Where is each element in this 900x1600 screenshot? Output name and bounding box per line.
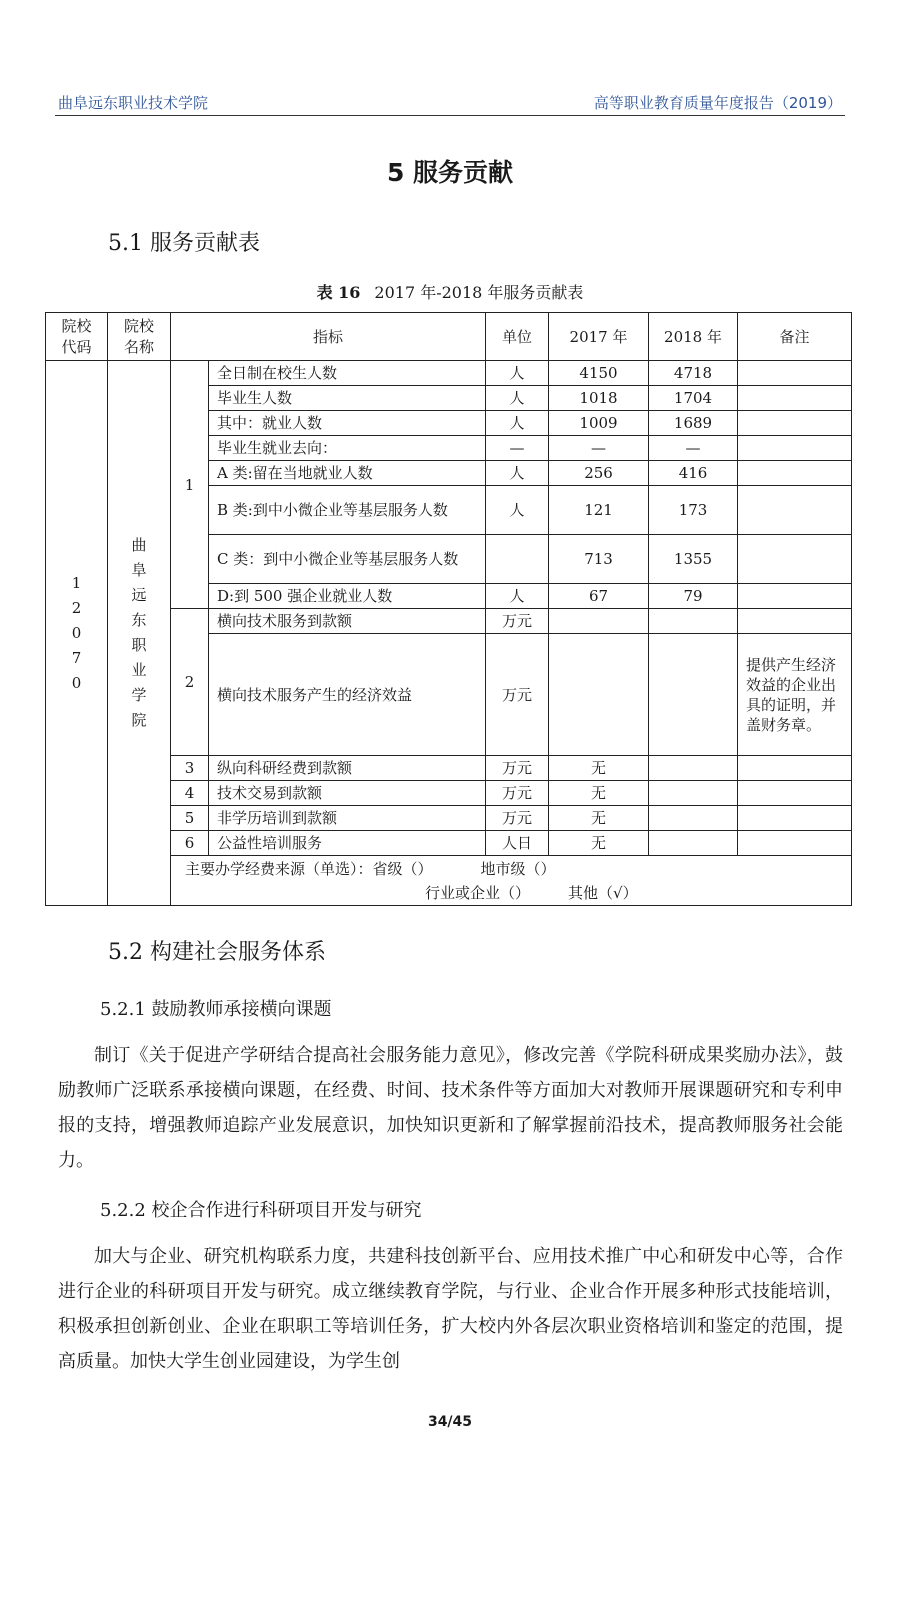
unit-cell: 人 — [486, 386, 549, 411]
value-2018-cell: — — [649, 436, 738, 461]
remark-cell — [738, 436, 852, 461]
value-2018-cell — [649, 756, 738, 781]
table-caption-number: 表 16 — [316, 283, 361, 302]
remark-cell — [738, 781, 852, 806]
section-heading-5-2-2: 5.2.2 校企合作进行科研项目开发与研究 — [100, 1200, 422, 1221]
funding-line-2 — [175, 881, 847, 905]
header-school-code: 院校代码 — [61, 316, 92, 356]
section-heading-5-2: 5.2 构建社会服务体系 — [108, 940, 326, 965]
group-number: 4 — [171, 781, 209, 806]
school-code-cell: 12070 — [71, 573, 82, 692]
value-2017-cell: — — [549, 436, 649, 461]
header-school-name: 院校名称 — [124, 316, 155, 356]
value-2018-cell — [649, 831, 738, 856]
table-caption — [0, 280, 900, 303]
unit-cell: 万元 — [486, 806, 549, 831]
funding-option-other: 其他（√） — [568, 883, 638, 902]
chapter-title: 5 服务贡献 — [386, 158, 514, 187]
value-2017-cell — [549, 634, 649, 756]
indicator-cell: 非学历培训到款额 — [209, 806, 486, 831]
header-remark: 备注 — [738, 313, 852, 361]
unit-cell: 人 — [486, 486, 549, 535]
value-2018-cell — [649, 781, 738, 806]
group-number: 5 — [171, 806, 209, 831]
indicator-cell: A 类:留在当地就业人数 — [209, 461, 486, 486]
indicator-cell: 纵向科研经费到款额 — [209, 756, 486, 781]
remark-cell — [738, 411, 852, 436]
value-2017-cell: 无 — [549, 781, 649, 806]
indicator-cell: B 类:到中小微企业等基层服务人数 — [209, 486, 486, 535]
remark-cell — [738, 361, 852, 386]
value-2017-cell: 713 — [549, 535, 649, 584]
header-indicator: 指标 — [171, 313, 486, 361]
unit-cell: 万元 — [486, 609, 549, 634]
indicator-cell: 毕业生就业去向： — [209, 436, 486, 461]
value-2018-cell: 1689 — [649, 411, 738, 436]
value-2017-cell: 无 — [549, 831, 649, 856]
indicator-cell: 全日制在校生人数 — [209, 361, 486, 386]
value-2017-cell: 无 — [549, 806, 649, 831]
value-2018-cell: 173 — [649, 486, 738, 535]
unit-cell: 人 — [486, 411, 549, 436]
value-2018-cell: 4718 — [649, 361, 738, 386]
header-report-title: 高等职业教育质量年度报告（2019） — [593, 94, 842, 112]
unit-cell — [486, 535, 549, 584]
header-2018: 2018 年 — [649, 313, 738, 361]
group-number: 6 — [171, 831, 209, 856]
unit-cell: 人日 — [486, 831, 549, 856]
remark-cell — [738, 486, 852, 535]
header-school-name: 曲阜远东职业技术学院 — [58, 94, 209, 112]
service-contribution-table — [45, 312, 852, 906]
value-2017-cell: 1018 — [549, 386, 649, 411]
funding-option-provincial: 省级（） — [372, 859, 433, 878]
header-2017: 2017 年 — [549, 313, 649, 361]
table-caption-text: 2017 年-2018 年服务贡献表 — [374, 283, 584, 302]
table-row — [46, 361, 852, 386]
value-2017-cell: 1009 — [549, 411, 649, 436]
paragraph-5-2-1: 制订《关于促进产学研结合提高社会服务能力意见》，修改完善《学院科研成果奖励办法》，鼓励教师广泛联系承接横向课题，在经费、时间、技术条件等方面加大对教师开展课题研究和专利申报的支持，增强教师追踪产业发展意识，加快知识更新和了解掌握前沿技术，提高教师服务社会能力。 — [58, 1045, 843, 1171]
indicator-cell: 横向技术服务到款额 — [209, 609, 486, 634]
remark-cell: 提供产生经济效益的企业出具的证明，并盖财务章。 — [738, 634, 852, 756]
unit-cell: 人 — [486, 361, 549, 386]
indicator-cell: 其中：就业人数 — [209, 411, 486, 436]
remark-cell — [738, 806, 852, 831]
unit-cell: 万元 — [486, 781, 549, 806]
value-2017-cell: 121 — [549, 486, 649, 535]
indicator-cell: C 类：到中小微企业等基层服务人数 — [209, 535, 486, 584]
group-number: 3 — [171, 756, 209, 781]
indicator-cell: D:到 500 强企业就业人数 — [209, 584, 486, 609]
value-2018-cell — [649, 634, 738, 756]
funding-option-municipal: 地市级（） — [480, 859, 556, 878]
value-2017-cell — [549, 609, 649, 634]
indicator-cell: 公益性培训服务 — [209, 831, 486, 856]
unit-cell: — — [486, 436, 549, 461]
funding-label: 主要办学经费来源（单选）： — [185, 859, 373, 878]
funding-source-cell — [171, 856, 852, 906]
value-2018-cell — [649, 609, 738, 634]
value-2018-cell: 1704 — [649, 386, 738, 411]
group-number: 1 — [171, 361, 209, 609]
unit-cell: 人 — [486, 461, 549, 486]
value-2017-cell: 无 — [549, 756, 649, 781]
remark-cell — [738, 535, 852, 584]
remark-cell — [738, 386, 852, 411]
funding-line-1 — [175, 857, 847, 881]
section-heading-5-2-1: 5.2.1 鼓励教师承接横向课题 — [100, 999, 332, 1020]
unit-cell: 万元 — [486, 634, 549, 756]
indicator-cell: 技术交易到款额 — [209, 781, 486, 806]
section-heading-5-1: 5.1 服务贡献表 — [108, 231, 260, 256]
unit-cell: 万元 — [486, 756, 549, 781]
value-2018-cell: 79 — [649, 584, 738, 609]
value-2018-cell: 1355 — [649, 535, 738, 584]
remark-cell — [738, 584, 852, 609]
value-2018-cell: 416 — [649, 461, 738, 486]
remark-cell — [738, 461, 852, 486]
remark-cell — [738, 609, 852, 634]
indicator-cell: 横向技术服务产生的经济效益 — [209, 634, 486, 756]
table-header-row — [46, 313, 852, 361]
school-name-cell: 曲阜远东职业学院 — [131, 536, 147, 729]
paragraph-5-2-2: 加大与企业、研究机构联系力度，共建科技创新平台、应用技术推广中心和研发中心等，合作进行企业的科研项目开发与研究。成立继续教育学院，与行业、企业合作开展多种形式技能培训，积极承担创新创业、企业在职职工等培训任务，扩大校内外各层次职业资格培训和鉴定的范围，提高质量。加快大学生创业园建设，为学生创 — [58, 1246, 843, 1372]
remark-cell — [738, 756, 852, 781]
value-2017-cell: 4150 — [549, 361, 649, 386]
header-rule — [55, 115, 845, 116]
page-number: 34/45 — [427, 1414, 473, 1430]
remark-cell — [738, 831, 852, 856]
value-2018-cell — [649, 806, 738, 831]
value-2017-cell: 256 — [549, 461, 649, 486]
indicator-cell: 毕业生人数 — [209, 386, 486, 411]
funding-option-industry: 行业或企业（） — [425, 883, 531, 902]
unit-cell: 人 — [486, 584, 549, 609]
group-number: 2 — [171, 609, 209, 756]
value-2017-cell: 67 — [549, 584, 649, 609]
header-unit: 单位 — [486, 313, 549, 361]
